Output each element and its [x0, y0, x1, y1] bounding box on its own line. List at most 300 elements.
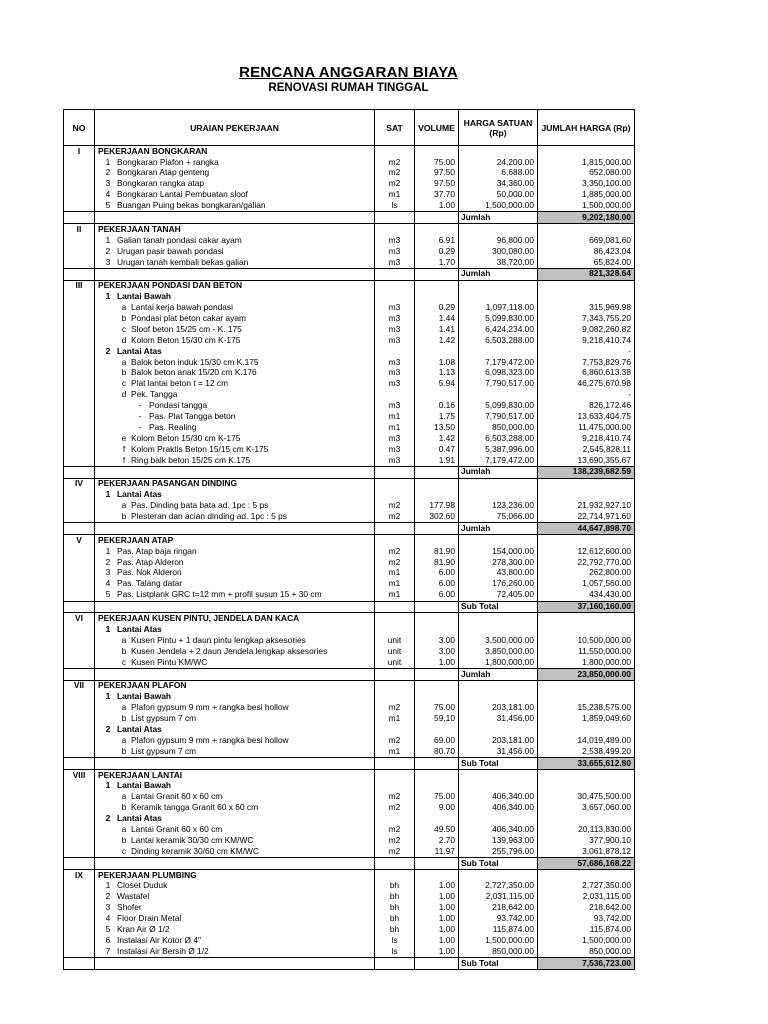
- cell-jumlah: 2,538,499.20: [538, 746, 635, 757]
- subgroup-row: [64, 624, 635, 635]
- section-row: [64, 680, 635, 691]
- item-description: [95, 200, 375, 211]
- section-number: II: [64, 224, 95, 235]
- cell-sat: [375, 692, 415, 703]
- subgroup-cell: [95, 813, 375, 824]
- cell-no: [64, 903, 95, 914]
- cell-harga: 139,963.00: [459, 835, 538, 846]
- cell-harga: [459, 724, 538, 735]
- total-row: [64, 958, 635, 970]
- table-row: [64, 302, 635, 313]
- cell-volume: [415, 769, 459, 780]
- cell-harga: 123,236.00: [459, 501, 538, 512]
- item-label: Plat lantai beton t = 12 cm: [131, 378, 229, 389]
- cell-uraian: [95, 958, 375, 970]
- item-label: Pondasi tangga: [149, 400, 208, 411]
- cell-jumlah: 10,500,000.00: [538, 635, 635, 646]
- cell-volume: 75.00: [415, 157, 459, 168]
- item-description: [95, 357, 375, 368]
- cell-jumlah: 9,082,260.82: [538, 324, 635, 335]
- cell-volume: [415, 680, 459, 691]
- cell-harga: 5,099,830.00: [459, 313, 538, 324]
- cell-no: [64, 212, 95, 224]
- total-row: [64, 601, 635, 613]
- cell-volume: 1.75: [415, 411, 459, 422]
- cell-jumlah: 15,238,575.00: [538, 703, 635, 714]
- cell-sat: [375, 478, 415, 489]
- total-label: Jumlah: [459, 268, 538, 280]
- column-header-volume: VOLUME: [415, 110, 459, 146]
- column-header-sat: SAT: [375, 110, 415, 146]
- cell-volume: 9.00: [415, 803, 459, 814]
- table-row: [64, 892, 635, 903]
- item-number: f: [122, 444, 126, 454]
- subgroup-cell: [95, 624, 375, 635]
- item-label: Urugan pasir bawah pondasi: [117, 246, 224, 256]
- cell-volume: [415, 781, 459, 792]
- item-description: [95, 313, 375, 324]
- cell-harga: 24,200.00: [459, 157, 538, 168]
- item-number: 2: [105, 891, 111, 902]
- cell-jumlah: 826,172.46: [538, 400, 635, 411]
- section-title: PEKERJAAN PLUMBING: [95, 869, 375, 880]
- cell-harga: 3,850,000.00: [459, 646, 538, 657]
- cell-jumlah: 262,800.00: [538, 568, 635, 579]
- cell-jumlah: 1,500,000.00: [538, 935, 635, 946]
- item-label: Instalasi Air Kotor Ø 4": [117, 935, 201, 945]
- cell-volume: [415, 692, 459, 703]
- cell-jumlah: [538, 292, 635, 303]
- item-description: [95, 835, 375, 846]
- document-subtitle: RENOVASI RUMAH TINGGAL: [268, 82, 429, 94]
- cell-sat: m3: [375, 257, 415, 268]
- subgroup-number: 2: [105, 813, 111, 824]
- cell-no: [64, 824, 95, 835]
- cell-jumlah: 13,633,404.75: [538, 411, 635, 422]
- subgroup-label: Lantai Atas: [117, 489, 162, 500]
- section-number: I: [64, 146, 95, 157]
- cell-sat: ls: [375, 200, 415, 211]
- cell-harga: [459, 535, 538, 546]
- item-description: [95, 157, 375, 168]
- subgroup-number: 2: [105, 724, 111, 734]
- cell-no: [64, 157, 95, 168]
- item-label: Kusen Pintu + 1 daun pintu lengkap aksesories: [131, 635, 306, 645]
- cell-volume: 6.00: [415, 568, 459, 579]
- cell-sat: m3: [375, 235, 415, 246]
- cell-no: [64, 302, 95, 313]
- item-description: [95, 501, 375, 512]
- subgroup-cell: [95, 490, 375, 501]
- cell-jumlah: 22,714,971.60: [538, 511, 635, 522]
- item-description: [95, 881, 375, 892]
- cell-jumlah: 1,815,000.00: [538, 157, 635, 168]
- item-number: b: [121, 313, 127, 323]
- cell-no: [64, 357, 95, 368]
- cell-volume: [415, 490, 459, 501]
- cell-sat: [375, 958, 415, 970]
- cell-sat: [375, 212, 415, 224]
- table-row: [64, 433, 635, 444]
- item-label: Pas. Atap Alderon: [117, 556, 184, 567]
- item-number: a: [121, 635, 127, 645]
- cell-sat: unit: [375, 646, 415, 657]
- cell-jumlah: 2,545,828.11: [538, 444, 635, 455]
- cell-no: [64, 190, 95, 201]
- cell-volume: 1.44: [415, 313, 459, 324]
- item-number: b: [121, 802, 127, 813]
- cell-jumlah: 1,800,000.00: [538, 657, 635, 668]
- section-number: IX: [64, 869, 95, 880]
- cell-sat: m3: [375, 379, 415, 390]
- section-number: VI: [64, 613, 95, 624]
- cell-sat: [375, 858, 415, 870]
- cell-sat: m1: [375, 411, 415, 422]
- table-row: [64, 335, 635, 346]
- subgroup-label: Lantai Atas: [117, 724, 162, 734]
- cell-no: [64, 958, 95, 970]
- cell-volume: [415, 346, 459, 357]
- subgroup-row: [64, 292, 635, 303]
- cell-sat: [375, 224, 415, 235]
- section-number: IV: [64, 478, 95, 489]
- item-description: [95, 324, 375, 335]
- cell-no: [64, 390, 95, 401]
- cell-volume: 75.00: [415, 703, 459, 714]
- cell-no: [64, 268, 95, 280]
- cell-harga: [459, 280, 538, 291]
- total-amount: 37,160,160.00: [538, 601, 635, 613]
- item-label: Galian tanah pondasi cakar ayam: [117, 235, 242, 245]
- cell-jumlah: -: [538, 346, 635, 357]
- cell-volume: 81.90: [415, 546, 459, 557]
- item-label: Buangan Puing bekas bongkaran/galian: [117, 200, 266, 211]
- item-label: Shofer: [117, 902, 142, 913]
- cell-sat: [375, 346, 415, 357]
- subgroup-number: 1: [105, 489, 111, 500]
- cell-sat: m2: [375, 803, 415, 814]
- item-description: [95, 713, 375, 724]
- cell-sat: bh: [375, 881, 415, 892]
- table-row: [64, 368, 635, 379]
- cell-volume: [415, 390, 459, 401]
- item-description: [95, 846, 375, 857]
- item-number: a: [121, 302, 127, 313]
- subgroup-row: [64, 346, 635, 357]
- cell-sat: m3: [375, 433, 415, 444]
- cell-no: [64, 881, 95, 892]
- table-row: [64, 792, 635, 803]
- item-number: a: [121, 791, 127, 802]
- cell-no: [64, 379, 95, 390]
- cell-sat: m2: [375, 824, 415, 835]
- cell-volume: 37.70: [415, 190, 459, 201]
- total-label: Jumlah: [459, 212, 538, 224]
- cell-no: [64, 692, 95, 703]
- cell-sat: m2: [375, 557, 415, 568]
- cell-jumlah: 1,885,000.00: [538, 190, 635, 201]
- item-description: [95, 390, 375, 401]
- cell-jumlah: [538, 535, 635, 546]
- cell-harga: [459, 490, 538, 501]
- cell-no: [64, 168, 95, 179]
- total-amount: 7,536,723.00: [538, 958, 635, 970]
- cell-sat: m3: [375, 324, 415, 335]
- item-number: 3: [105, 567, 111, 578]
- item-label: Lantai Granit 60 x 60 cm: [131, 824, 223, 834]
- item-number: -: [138, 400, 142, 411]
- cell-no: [64, 590, 95, 601]
- cell-jumlah: 850,000.00: [538, 946, 635, 957]
- cell-volume: 177.98: [415, 501, 459, 512]
- section-title: PEKERJAAN LANTAI: [95, 769, 375, 780]
- item-label: Bongkaran Plafon + rangka: [117, 156, 219, 167]
- total-amount: 9,202,180.00: [538, 212, 635, 224]
- table-row: [64, 935, 635, 946]
- section-row: [64, 280, 635, 291]
- cell-no: [64, 501, 95, 512]
- cell-no: [64, 235, 95, 246]
- item-number: b: [121, 367, 127, 378]
- cell-no: [64, 735, 95, 746]
- cell-jumlah: 2,031,115.00: [538, 892, 635, 903]
- subgroup-number: 1: [105, 691, 111, 702]
- table-row: [64, 703, 635, 714]
- cost-estimate-table: [63, 109, 635, 970]
- table-row: [64, 746, 635, 757]
- subgroup-label: Lantai Bawah: [117, 291, 171, 302]
- item-description: [95, 235, 375, 246]
- cell-jumlah: [538, 724, 635, 735]
- cell-harga: [459, 813, 538, 824]
- table-row: [64, 422, 635, 433]
- cell-harga: 6,503,288.00: [459, 433, 538, 444]
- subgroup-number: 1: [105, 624, 111, 634]
- table-row: [64, 357, 635, 368]
- cell-volume: 5.94: [415, 379, 459, 390]
- cell-harga: 203,181.00: [459, 703, 538, 714]
- item-description: [95, 903, 375, 914]
- item-description: [95, 257, 375, 268]
- table-row: [64, 946, 635, 957]
- table-row: [64, 924, 635, 935]
- item-number: -: [138, 422, 142, 432]
- item-description: [95, 913, 375, 924]
- item-number: c: [121, 846, 127, 856]
- cell-jumlah: 1,057,560.00: [538, 579, 635, 590]
- cell-sat: m2: [375, 501, 415, 512]
- table-row: [64, 803, 635, 814]
- table-row: [64, 400, 635, 411]
- cell-no: [64, 746, 95, 757]
- cell-sat: [375, 668, 415, 680]
- cell-jumlah: [538, 769, 635, 780]
- cell-harga: 38,720.00: [459, 257, 538, 268]
- total-label: Sub Total: [459, 757, 538, 769]
- cell-no: [64, 913, 95, 924]
- subgroup-number: 1: [105, 780, 111, 791]
- subgroup-row: [64, 490, 635, 501]
- cell-no: [64, 557, 95, 568]
- cell-volume: 0.29: [415, 302, 459, 313]
- cell-no: [64, 713, 95, 724]
- cell-harga: 115,874.00: [459, 924, 538, 935]
- item-number: 1: [105, 156, 111, 167]
- item-label: Bongkaran rangka atap: [117, 178, 205, 189]
- cell-harga: 6,688.00: [459, 168, 538, 179]
- subgroup-number: 2: [105, 346, 111, 356]
- item-number: c: [121, 378, 127, 389]
- cell-volume: 1.42: [415, 335, 459, 346]
- cell-volume: 75.00: [415, 792, 459, 803]
- section-number: VII: [64, 680, 95, 691]
- item-description: [95, 179, 375, 190]
- cell-harga: 1,097,118.00: [459, 302, 538, 313]
- cell-no: [64, 757, 95, 769]
- cell-jumlah: 115,874.00: [538, 924, 635, 935]
- cell-volume: 1.41: [415, 324, 459, 335]
- cell-volume: [415, 668, 459, 680]
- item-description: [95, 422, 375, 433]
- cell-harga: [459, 478, 538, 489]
- cell-harga: 93,742.00: [459, 913, 538, 924]
- cell-jumlah: 46,275,670.98: [538, 379, 635, 390]
- item-label: Floor Drain Metal: [117, 913, 182, 924]
- cell-no: [64, 546, 95, 557]
- item-number: 4: [105, 189, 111, 200]
- cell-volume: 97.50: [415, 179, 459, 190]
- cell-jumlah: 3,350,100.00: [538, 179, 635, 190]
- subgroup-row: [64, 724, 635, 735]
- cell-sat: [375, 757, 415, 769]
- cell-sat: [375, 624, 415, 635]
- cell-no: [64, 846, 95, 857]
- item-label: Pek. Tangga: [131, 389, 178, 400]
- cell-volume: 1.00: [415, 657, 459, 668]
- cell-harga: [459, 224, 538, 235]
- subgroup-row: [64, 781, 635, 792]
- cell-jumlah: 669,081.60: [538, 235, 635, 246]
- cell-harga: 154,000.00: [459, 546, 538, 557]
- cell-volume: [415, 523, 459, 535]
- cell-harga: 278,300.00: [459, 557, 538, 568]
- subgroup-cell: [95, 292, 375, 303]
- item-number: e: [121, 433, 127, 443]
- item-description: [95, 735, 375, 746]
- cell-sat: [375, 268, 415, 280]
- total-row: [64, 523, 635, 535]
- cell-jumlah: 12,612,600.00: [538, 546, 635, 557]
- item-description: [95, 546, 375, 557]
- cell-volume: [415, 466, 459, 478]
- cell-harga: 6,098,323.00: [459, 368, 538, 379]
- subgroup-label: Lantai Bawah: [117, 691, 171, 702]
- item-label: Instalasi Air Bersih Ø 1/2: [117, 946, 209, 956]
- section-number: V: [64, 535, 95, 546]
- cell-volume: 2.70: [415, 835, 459, 846]
- cell-volume: [415, 958, 459, 970]
- cell-no: [64, 523, 95, 535]
- cell-sat: bh: [375, 924, 415, 935]
- table-row: [64, 179, 635, 190]
- table-row: [64, 190, 635, 201]
- item-description: [95, 568, 375, 579]
- section-title: PEKERJAAN BONGKARAN: [95, 146, 375, 157]
- cell-no: [64, 579, 95, 590]
- cell-volume: 1.00: [415, 881, 459, 892]
- column-header-jumlah-harga: JUMLAH HARGA (Rp): [538, 110, 635, 146]
- cell-harga: 406,340.00: [459, 792, 538, 803]
- item-description: [95, 168, 375, 179]
- item-label: Kolom Praktis Beton 15/15 cm K-175: [131, 444, 269, 454]
- item-number: b: [121, 511, 127, 522]
- cell-volume: 6.91: [415, 235, 459, 246]
- cell-no: [64, 668, 95, 680]
- table-row: [64, 411, 635, 422]
- subgroup-number: 1: [105, 291, 111, 302]
- table-row: [64, 579, 635, 590]
- cell-harga: 7,179,472.00: [459, 455, 538, 466]
- subgroup-row: [64, 692, 635, 703]
- cell-sat: m3: [375, 368, 415, 379]
- item-label: Lantai keramik 30/30 cm KM/WC: [131, 835, 254, 845]
- cell-no: [64, 313, 95, 324]
- item-label: Wastafel: [117, 891, 150, 902]
- table-row: [64, 835, 635, 846]
- cell-sat: [375, 869, 415, 880]
- cell-no: [64, 368, 95, 379]
- item-number: a: [121, 356, 127, 367]
- cell-harga: 50,000.00: [459, 190, 538, 201]
- cell-jumlah: 3,657,060.00: [538, 803, 635, 814]
- item-label: Sloof beton 15/25 cm - K. 175: [131, 324, 242, 334]
- table-row: [64, 257, 635, 268]
- cell-sat: m1: [375, 568, 415, 579]
- cell-sat: m3: [375, 302, 415, 313]
- cell-jumlah: [538, 146, 635, 157]
- document-title: RENCANA ANGGARAN BIAYA: [239, 64, 458, 81]
- cell-volume: [415, 478, 459, 489]
- cell-sat: [375, 781, 415, 792]
- cell-jumlah: [538, 224, 635, 235]
- item-description: [95, 657, 375, 668]
- cell-sat: [375, 769, 415, 780]
- cell-sat: m3: [375, 444, 415, 455]
- cell-volume: 1.00: [415, 946, 459, 957]
- item-description: [95, 433, 375, 444]
- cell-uraian: [95, 268, 375, 280]
- cell-harga: 7,179,472.00: [459, 357, 538, 368]
- total-label: Jumlah: [459, 466, 538, 478]
- item-label: Balok beton anak 15/20 cm K.176: [131, 367, 257, 378]
- cell-uraian: [95, 858, 375, 870]
- table-row: [64, 511, 635, 522]
- cell-harga: 2,727,350.00: [459, 881, 538, 892]
- item-description: [95, 379, 375, 390]
- item-label: Plesteran dan acian dinding ad. 1pc : 5 ps: [131, 511, 287, 522]
- cell-jumlah: [538, 490, 635, 501]
- item-label: List gypsum 7 cm: [131, 713, 197, 724]
- cell-sat: m3: [375, 246, 415, 257]
- cell-sat: bh: [375, 892, 415, 903]
- column-header-harga-satuan: HARGA SATUAN (Rp): [459, 110, 538, 146]
- cell-sat: [375, 523, 415, 535]
- item-number: b: [121, 746, 127, 756]
- cell-no: [64, 466, 95, 478]
- cell-sat: m2: [375, 735, 415, 746]
- cell-jumlah: 65,824.00: [538, 257, 635, 268]
- cell-volume: 81.90: [415, 557, 459, 568]
